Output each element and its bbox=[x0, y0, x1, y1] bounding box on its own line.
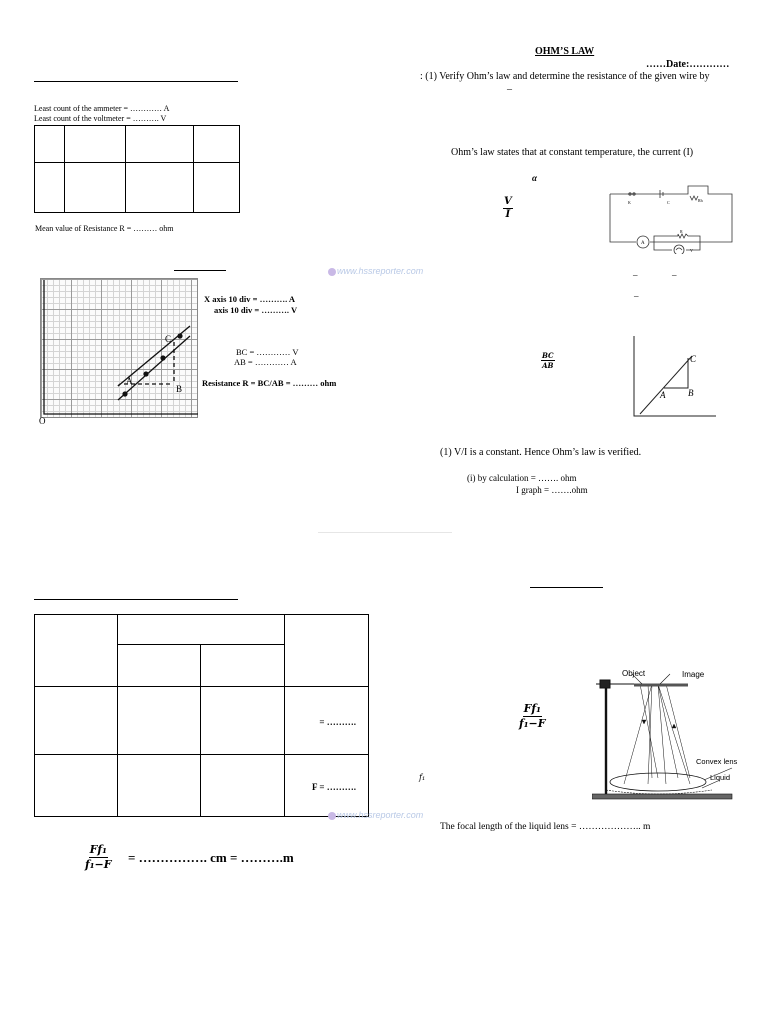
lens-table bbox=[34, 614, 369, 817]
v-over-i-fraction bbox=[503, 196, 513, 221]
data-point bbox=[160, 355, 165, 360]
light-rays bbox=[624, 684, 690, 784]
resistance-formula: Resistance R = BC/AB = ……… ohm bbox=[202, 378, 337, 388]
graph-heading-underline bbox=[174, 270, 226, 271]
label-image: Image bbox=[682, 670, 705, 679]
circuit-label-rh: Rh bbox=[698, 198, 703, 203]
data-point bbox=[143, 371, 148, 376]
date-field: ……Date:………… bbox=[646, 59, 730, 70]
circuit-label-v: V bbox=[690, 248, 693, 253]
fraction-numerator: BC bbox=[542, 351, 554, 360]
graph-plot bbox=[36, 276, 200, 426]
vi-graph-small bbox=[630, 334, 718, 420]
bottom-equation: = ……………. cm = ……….m bbox=[128, 850, 294, 865]
bc-over-ab-fraction bbox=[541, 351, 555, 370]
graph-label-a: A bbox=[660, 390, 666, 400]
row1-result: = ………. bbox=[319, 716, 356, 727]
rheostat-symbol bbox=[690, 196, 698, 200]
graph-label-c: C bbox=[690, 354, 697, 364]
watermark: www.hssreporter.com bbox=[328, 266, 423, 276]
point-label-c: C bbox=[165, 334, 172, 344]
bottom-formula-fraction bbox=[85, 843, 112, 872]
heading-underline bbox=[34, 81, 238, 82]
circuit-label-k: K bbox=[628, 200, 631, 205]
voltmeter-symbol bbox=[674, 245, 684, 254]
observation-table bbox=[34, 125, 240, 213]
bc-value: BC = ………… V bbox=[236, 347, 299, 357]
circuit-wire-left bbox=[610, 194, 636, 242]
label-convex-lens: Convex lens bbox=[696, 757, 738, 766]
lens-heading-underline bbox=[530, 587, 603, 588]
fraction-denominator: I bbox=[505, 209, 511, 220]
page-title: OHM’S LAW bbox=[535, 46, 595, 57]
stand-base bbox=[592, 794, 732, 799]
label-object: Object bbox=[622, 669, 646, 678]
lens-formula-fraction bbox=[519, 702, 546, 731]
data-point bbox=[177, 333, 182, 338]
data-point bbox=[122, 391, 127, 396]
watermark: www.hssreporter.com bbox=[328, 810, 423, 820]
clamp-block bbox=[600, 680, 610, 688]
fraction-denominator: AB bbox=[542, 361, 554, 370]
fraction-numerator: Ff₁ bbox=[89, 843, 107, 856]
result-graph: I graph = …….ohm bbox=[516, 485, 588, 495]
graph-line bbox=[640, 356, 692, 414]
fraction-denominator: f₁−F bbox=[85, 858, 112, 871]
voltmeter-least-count: Least count of the voltmeter = ………. V bbox=[34, 114, 167, 123]
graph-label-b: B bbox=[688, 388, 694, 398]
principle-text: Ohm’s law states that at constant temperature, the current (I) bbox=[451, 147, 694, 158]
aim-dash: – bbox=[507, 84, 512, 95]
result-calc: (i) by calculation = ……. ohm bbox=[467, 473, 577, 483]
dash-2: – bbox=[672, 270, 677, 280]
ammeter-least-count: Least count of the ammeter = ………… A bbox=[34, 104, 170, 113]
circuit-label-a: A bbox=[641, 241, 645, 246]
lens-table-heading-underline bbox=[34, 599, 238, 600]
alpha-symbol: α bbox=[532, 173, 537, 183]
ab-value: AB = ………… A bbox=[234, 357, 297, 367]
lens-result: The focal length of the liquid lens = ……………….. m bbox=[440, 822, 651, 832]
graph-axes bbox=[44, 280, 198, 414]
liquid-lens-diagram bbox=[592, 664, 750, 802]
f1-symbol: f₁ bbox=[419, 773, 426, 782]
divider bbox=[318, 532, 452, 533]
circuit-wire-top bbox=[610, 186, 732, 242]
fraction-numerator: V bbox=[504, 196, 512, 207]
point-label-b: B bbox=[176, 384, 183, 394]
fraction-denominator: f₁−F bbox=[519, 717, 546, 730]
graph-axes bbox=[634, 336, 716, 416]
result-line: (1) V/I is a constant. Hence Ohm’s law is verified. bbox=[440, 447, 642, 458]
circuit-label-c: C bbox=[667, 200, 670, 205]
dash-1: – bbox=[633, 270, 638, 280]
circuit-diagram bbox=[604, 184, 738, 254]
row2-result: F = ………. bbox=[311, 781, 356, 792]
dash-3: – bbox=[634, 291, 639, 301]
fraction-numerator: Ff₁ bbox=[523, 702, 541, 715]
origin-label: O bbox=[39, 416, 46, 426]
x-axis-scale: X axis 10 div = ………. A bbox=[204, 294, 296, 304]
mean-resistance: Mean value of Resistance R = ……… ohm bbox=[35, 224, 174, 233]
aim-text: : (1) Verify Ohm’s law and determine the resistance of the given wire by bbox=[420, 71, 710, 82]
point-label-a: A bbox=[126, 376, 133, 386]
circuit-label-r: R bbox=[680, 229, 683, 234]
label-liquid: Liquid bbox=[710, 773, 731, 782]
y-axis-scale: axis 10 div = ………. V bbox=[214, 305, 298, 315]
